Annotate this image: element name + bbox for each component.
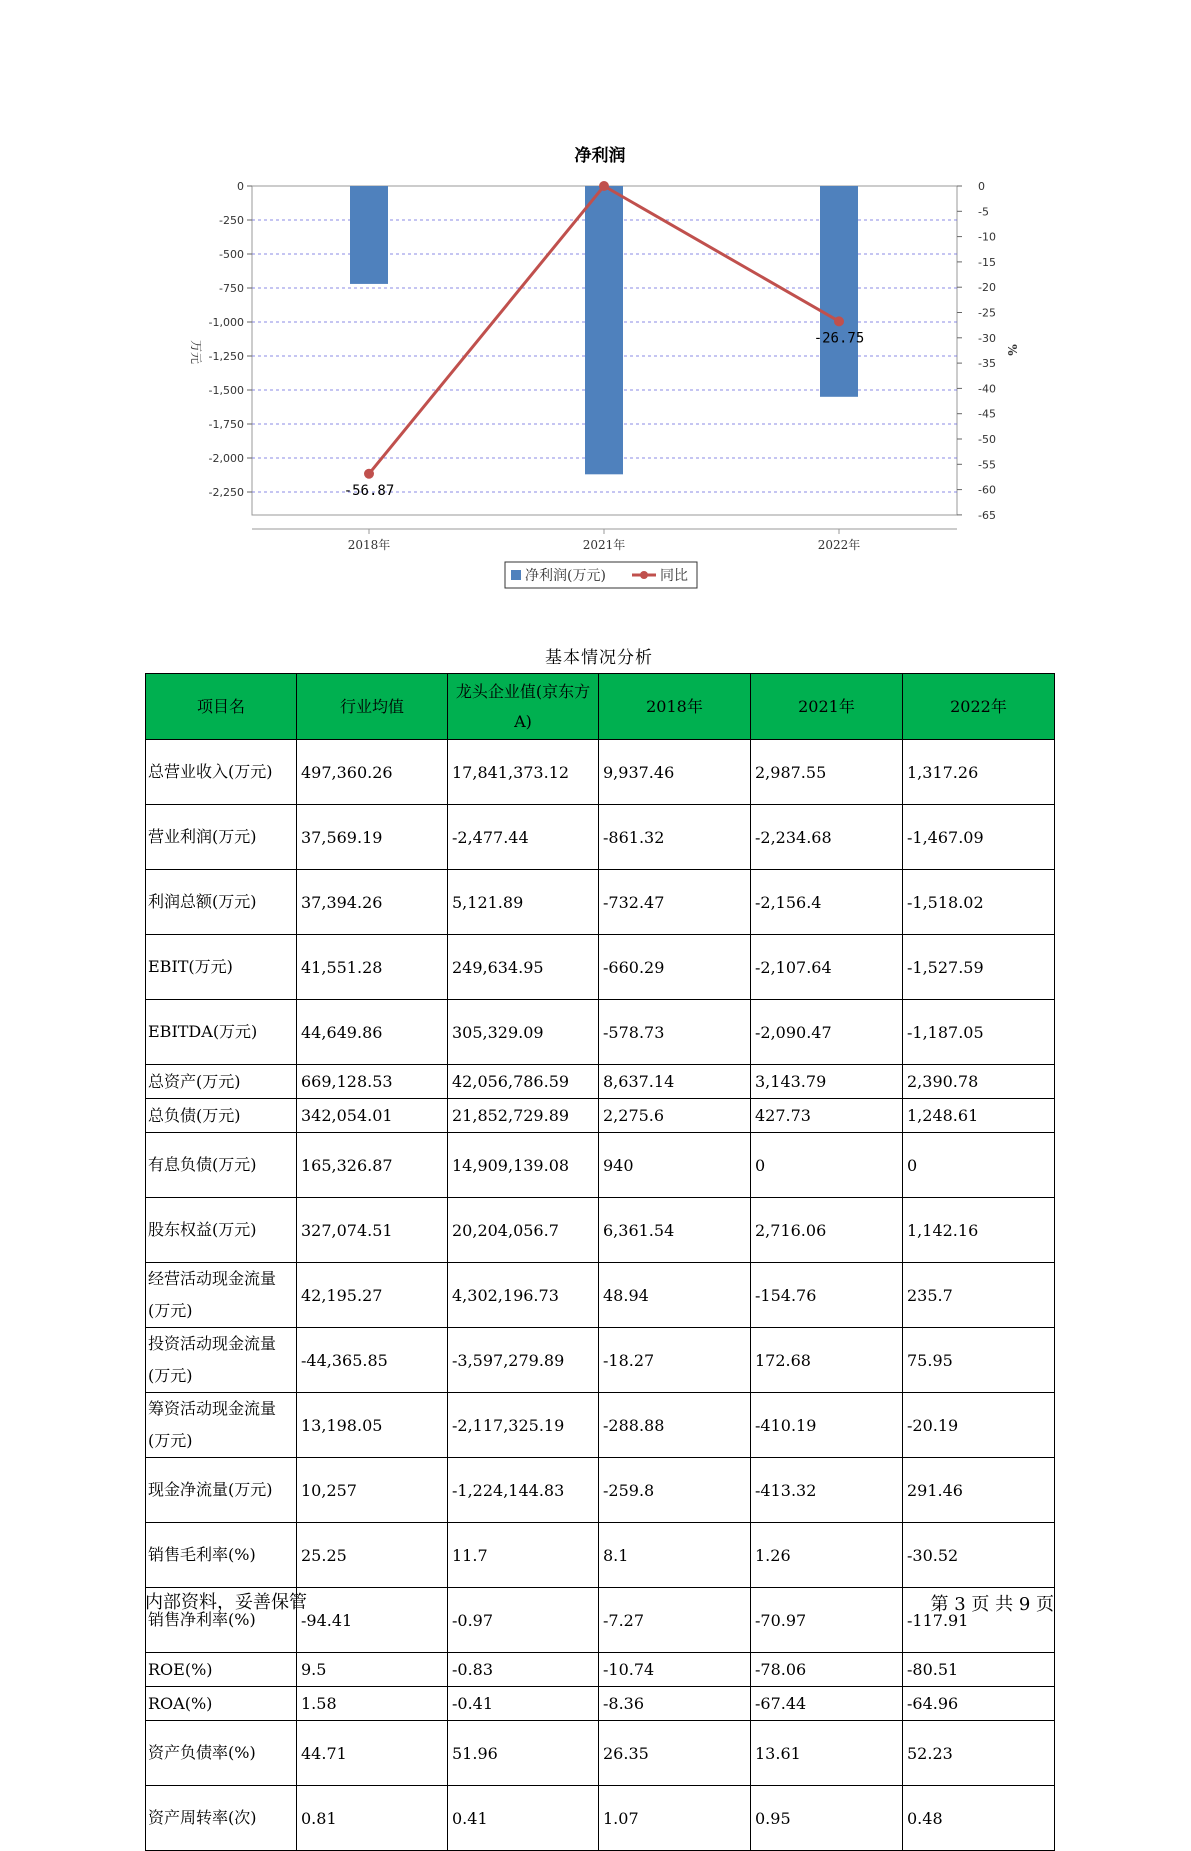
table-row [146, 1458, 1055, 1523]
value-cell: -1,187.05 [903, 1000, 1055, 1065]
value-cell: 1.58 [297, 1687, 448, 1721]
right-axis-tick-label: -40 [978, 382, 996, 396]
value-cell: 0.95 [751, 1786, 903, 1851]
row-label: 营业利润(万元) [146, 805, 297, 870]
header-cell: 项目名 [146, 674, 297, 740]
table-row [146, 1523, 1055, 1588]
value-cell: -94.41 [297, 1588, 448, 1653]
right-axis-tick-label: -65 [978, 508, 996, 522]
value-cell: -2,117,325.19 [448, 1393, 599, 1458]
value-cell: -44,365.85 [297, 1328, 448, 1393]
table-row [146, 1000, 1055, 1065]
value-cell: 249,634.95 [448, 935, 599, 1000]
value-cell: 497,360.26 [297, 740, 448, 805]
yoy-data-label: -26.75 [813, 330, 865, 347]
value-cell: 26.35 [599, 1721, 751, 1786]
yoy-point [599, 181, 609, 191]
value-cell: -410.19 [751, 1393, 903, 1458]
left-axis-tick-label: -2,250 [208, 486, 244, 499]
table-row [146, 870, 1055, 935]
value-cell: 42,056,786.59 [448, 1065, 599, 1099]
left-axis-tick-label: 0 [237, 180, 244, 193]
value-cell: -732.47 [599, 870, 751, 935]
value-cell: -154.76 [751, 1263, 903, 1328]
value-cell: 13.61 [751, 1721, 903, 1786]
legend-bar-label: 净利润(万元) [525, 568, 606, 584]
table-row [146, 805, 1055, 870]
header-cell: 龙头企业值(京东方A) [448, 674, 599, 740]
value-cell: -1,518.02 [903, 870, 1055, 935]
value-cell: 342,054.01 [297, 1099, 448, 1133]
legend-line-label: 同比 [660, 568, 688, 584]
right-axis-tick-label: -30 [978, 331, 996, 345]
table-row [146, 935, 1055, 1000]
left-axis-tick-label: -2,000 [208, 452, 244, 465]
row-label: 销售净利率(%) [146, 1588, 297, 1653]
value-cell: -259.8 [599, 1458, 751, 1523]
table-row [146, 1328, 1055, 1393]
value-cell: -0.41 [448, 1687, 599, 1721]
value-cell: -3,597,279.89 [448, 1328, 599, 1393]
value-cell: 44,649.86 [297, 1000, 448, 1065]
value-cell: -2,477.44 [448, 805, 599, 870]
right-axis-tick-label: -55 [978, 458, 996, 472]
value-cell: -7.27 [599, 1588, 751, 1653]
value-cell: 75.95 [903, 1328, 1055, 1393]
value-cell: 13,198.05 [297, 1393, 448, 1458]
legend-line-marker [640, 571, 648, 579]
header-cell: 2021年 [751, 674, 903, 740]
table-row [146, 1099, 1055, 1133]
bar-2021年 [585, 186, 623, 474]
chart-title: 净利润 [574, 146, 626, 166]
table-row [146, 1653, 1055, 1687]
value-cell: 8.1 [599, 1523, 751, 1588]
row-label: EBITDA(万元) [146, 1000, 297, 1065]
value-cell: 4,302,196.73 [448, 1263, 599, 1328]
value-cell: 44.71 [297, 1721, 448, 1786]
value-cell: 305,329.09 [448, 1000, 599, 1065]
value-cell: 940 [599, 1133, 751, 1198]
value-cell: 165,326.87 [297, 1133, 448, 1198]
value-cell: 0.48 [903, 1786, 1055, 1851]
right-axis-tick-label: -15 [978, 255, 996, 269]
value-cell: 669,128.53 [297, 1065, 448, 1099]
value-cell: 0.81 [297, 1786, 448, 1851]
row-label: 有息负债(万元) [146, 1133, 297, 1198]
value-cell: -70.97 [751, 1588, 903, 1653]
table-row [146, 1687, 1055, 1721]
right-axis-tick-label: -25 [978, 306, 996, 320]
value-cell: 1.26 [751, 1523, 903, 1588]
value-cell: 51.96 [448, 1721, 599, 1786]
value-cell: 48.94 [599, 1263, 751, 1328]
left-axis-tick-label: -250 [219, 214, 244, 227]
row-label: ROA(%) [146, 1687, 297, 1721]
value-cell: -30.52 [903, 1523, 1055, 1588]
value-cell: 1.07 [599, 1786, 751, 1851]
basic-analysis-table [145, 673, 1055, 1851]
table-row [146, 1065, 1055, 1099]
yoy-point [834, 316, 844, 326]
right-axis-tick-label: -20 [978, 281, 996, 295]
row-label: 投资活动现金流量(万元) [146, 1328, 297, 1393]
row-label: 销售毛利率(%) [146, 1523, 297, 1588]
yoy-data-label: -56.87 [343, 482, 395, 499]
value-cell: -117.91 [903, 1588, 1055, 1653]
value-cell: 2,716.06 [751, 1198, 903, 1263]
value-cell: 8,637.14 [599, 1065, 751, 1099]
left-axis-tick-label: -500 [219, 248, 244, 261]
x-axis-tick-label: 2021年 [582, 538, 626, 552]
value-cell: -67.44 [751, 1687, 903, 1721]
value-cell: 235.7 [903, 1263, 1055, 1328]
value-cell: 427.73 [751, 1099, 903, 1133]
row-label: 经营活动现金流量(万元) [146, 1263, 297, 1328]
right-axis-tick-label: 0 [978, 180, 985, 193]
value-cell: 9.5 [297, 1653, 448, 1687]
value-cell: 0 [751, 1133, 903, 1198]
value-cell: -0.83 [448, 1653, 599, 1687]
row-label: 利润总额(万元) [146, 870, 297, 935]
value-cell: -78.06 [751, 1653, 903, 1687]
value-cell: -20.19 [903, 1393, 1055, 1458]
legend-bar-swatch [511, 570, 521, 580]
right-axis-tick-label: -50 [978, 433, 996, 446]
table-row [146, 1263, 1055, 1328]
left-axis-tick-label: -1,750 [208, 418, 244, 431]
row-label: 资产负债率(%) [146, 1721, 297, 1786]
right-axis-tick-label: -5 [978, 205, 989, 219]
value-cell: 0.41 [448, 1786, 599, 1851]
table-row [146, 1133, 1055, 1198]
table-row [146, 1786, 1055, 1851]
value-cell: 0 [903, 1133, 1055, 1198]
value-cell: 3,143.79 [751, 1065, 903, 1099]
chart-canvas [0, 0, 1191, 600]
value-cell: 327,074.51 [297, 1198, 448, 1263]
value-cell: -2,234.68 [751, 805, 903, 870]
value-cell: 14,909,139.08 [448, 1133, 599, 1198]
yoy-point [364, 469, 374, 479]
value-cell: 21,852,729.89 [448, 1099, 599, 1133]
header-cell: 行业均值 [297, 674, 448, 740]
value-cell: 9,937.46 [599, 740, 751, 805]
value-cell: -10.74 [599, 1653, 751, 1687]
value-cell: -80.51 [903, 1653, 1055, 1687]
left-axis-unit: 万元 [189, 339, 203, 365]
bar-2018年 [350, 186, 388, 284]
row-label: 现金净流量(万元) [146, 1458, 297, 1523]
value-cell: -861.32 [599, 805, 751, 870]
value-cell: 1,248.61 [903, 1099, 1055, 1133]
left-axis-tick-label: -1,250 [208, 350, 244, 363]
row-label: 总营业收入(万元) [146, 740, 297, 805]
x-axis-tick-label: 2022年 [817, 538, 861, 552]
value-cell: -2,156.4 [751, 870, 903, 935]
left-axis-tick-label: -1,000 [208, 316, 244, 329]
value-cell: 42,195.27 [297, 1263, 448, 1328]
table-row [146, 1393, 1055, 1458]
value-cell: -0.97 [448, 1588, 599, 1653]
value-cell: 52.23 [903, 1721, 1055, 1786]
table-row [146, 1198, 1055, 1263]
header-cell: 2022年 [903, 674, 1055, 740]
value-cell: -660.29 [599, 935, 751, 1000]
value-cell: -578.73 [599, 1000, 751, 1065]
value-cell: 2,390.78 [903, 1065, 1055, 1099]
value-cell: -18.27 [599, 1328, 751, 1393]
footer-page-number: 第 3 页 共 9 页 [930, 1594, 1054, 1615]
value-cell: -413.32 [751, 1458, 903, 1523]
value-cell: 172.68 [751, 1328, 903, 1393]
value-cell: 41,551.28 [297, 935, 448, 1000]
value-cell: 2,275.6 [599, 1099, 751, 1133]
row-label: ROE(%) [146, 1653, 297, 1687]
value-cell: -2,107.64 [751, 935, 903, 1000]
header-cell: 2018年 [599, 674, 751, 740]
value-cell: 37,569.19 [297, 805, 448, 870]
table-caption: 基本情况分析 [545, 648, 653, 668]
value-cell: 5,121.89 [448, 870, 599, 935]
footer-confidential-note: 内部资料，妥善保管 [145, 1592, 307, 1613]
row-label: 总负债(万元) [146, 1099, 297, 1133]
bar-2022年 [820, 186, 858, 397]
right-axis-tick-label: -60 [978, 483, 996, 497]
table-header-row [146, 674, 1055, 740]
value-cell: 2,987.55 [751, 740, 903, 805]
value-cell: 1,142.16 [903, 1198, 1055, 1263]
left-axis-tick-label: -750 [219, 282, 244, 295]
value-cell: 6,361.54 [599, 1198, 751, 1263]
right-axis-tick-label: -10 [978, 230, 996, 244]
row-label: 股东权益(万元) [146, 1198, 297, 1263]
value-cell: 20,204,056.7 [448, 1198, 599, 1263]
value-cell: -64.96 [903, 1687, 1055, 1721]
net-profit-chart [0, 0, 1191, 600]
row-label: EBIT(万元) [146, 935, 297, 1000]
row-label: 筹资活动现金流量(万元) [146, 1393, 297, 1458]
table-row [146, 1721, 1055, 1786]
value-cell: -288.88 [599, 1393, 751, 1458]
value-cell: 10,257 [297, 1458, 448, 1523]
value-cell: 17,841,373.12 [448, 740, 599, 805]
value-cell: -2,090.47 [751, 1000, 903, 1065]
right-axis-unit: % [1005, 344, 1019, 356]
row-label: 总资产(万元) [146, 1065, 297, 1099]
row-label: 资产周转率(次) [146, 1786, 297, 1851]
left-axis-tick-label: -1,500 [208, 384, 244, 397]
value-cell: -1,527.59 [903, 935, 1055, 1000]
value-cell: 291.46 [903, 1458, 1055, 1523]
value-cell: 37,394.26 [297, 870, 448, 935]
value-cell: -8.36 [599, 1687, 751, 1721]
value-cell: -1,467.09 [903, 805, 1055, 870]
right-axis-tick-label: -35 [978, 357, 996, 371]
value-cell: 25.25 [297, 1523, 448, 1588]
right-axis-tick-label: -45 [978, 407, 996, 421]
x-axis-tick-label: 2018年 [347, 538, 391, 552]
table-row [146, 740, 1055, 805]
value-cell: 1,317.26 [903, 740, 1055, 805]
value-cell: 11.7 [448, 1523, 599, 1588]
value-cell: -1,224,144.83 [448, 1458, 599, 1523]
